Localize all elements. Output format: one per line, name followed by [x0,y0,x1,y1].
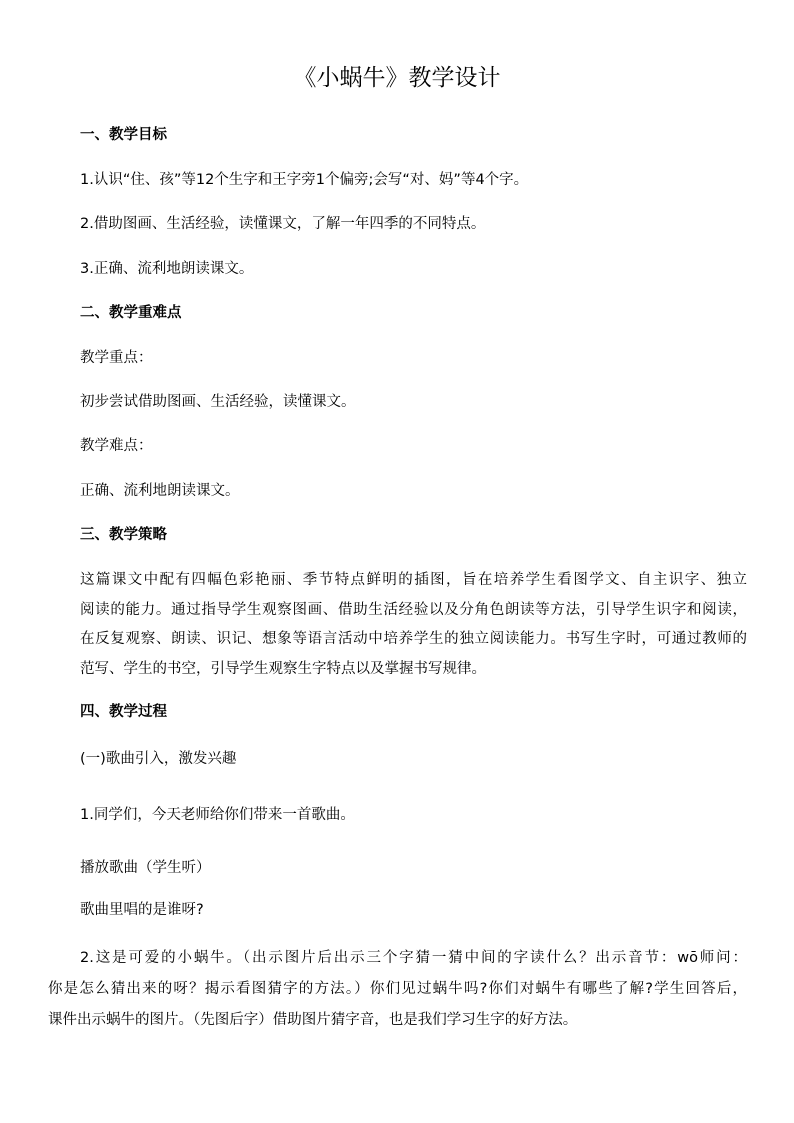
section-heading-process: 四、教学过程 [80,704,167,720]
process-subheading: (一)歌曲引入，激发兴趣 [80,751,237,767]
difficulty-text: 正确、流利地朗读课文。 [80,483,240,499]
process-step2-line: 你是怎么猜出来的呀？揭示看图猜字的方法。）你们见过蜗牛吗?你们对蜗牛有哪些了解?学生回答后， [48,981,747,997]
section-heading-objectives: 一、教学目标 [80,127,167,143]
strategy-line: 范写、学生的书空，引导学生观察生字特点以及掌握书写规律。 [80,660,486,677]
document-title: 《小蜗牛》教学设计 [293,65,501,91]
section-heading-key-points: 二、教学重难点 [80,305,182,321]
focus-label: 教学重点： [80,350,153,366]
strategy-line: 这篇课文中配有四幅色彩艳丽、季节特点鲜明的插图，旨在培养学生看图学文、自主识字、独立 [80,572,747,588]
objective-item: 2.借助图画、生活经验，读懂课文，了解一年四季的不同特点。 [80,216,486,232]
difficulty-label: 教学难点： [80,438,153,454]
section-heading-strategy: 三、教学策略 [80,527,167,543]
focus-text: 初步尝试借助图画、生活经验，读懂课文。 [80,394,356,410]
objective-item: 1.认识“住、孩”等12个生字和王字旁1个偏旁;会写“对、妈”等4个字。 [80,172,529,188]
strategy-line: 阅读的能力。通过指导学生观察图画、借助生活经验以及分角色朗读等方法，引导学生识字和阅读， [80,601,747,618]
process-step: 1.同学们，今天老师给你们带来一首歌曲。 [80,807,355,823]
strategy-line: 在反复观察、朗读、识记、想象等语言活动中培养学生的独立阅读能力。书写生字时，可通过教师的 [80,631,747,647]
objective-item: 3.正确、流利地朗读课文。 [80,261,254,277]
process-question: 歌曲里唱的是谁呀? [80,902,204,918]
process-step2-paragraph [48,943,747,1036]
process-play: 播放歌曲（学生听） [80,860,211,876]
strategy-paragraph [80,566,747,684]
process-step2-line: 课件出示蜗牛的图片。（先图后字）借助图片猜字音，也是我们学习生字的好方法。 [48,1012,578,1028]
process-step2-line: 2.这是可爱的小蜗牛。（出示图片后出示三个字猜一猜中间的字读什么？出示音节：wō师问： [80,950,747,966]
